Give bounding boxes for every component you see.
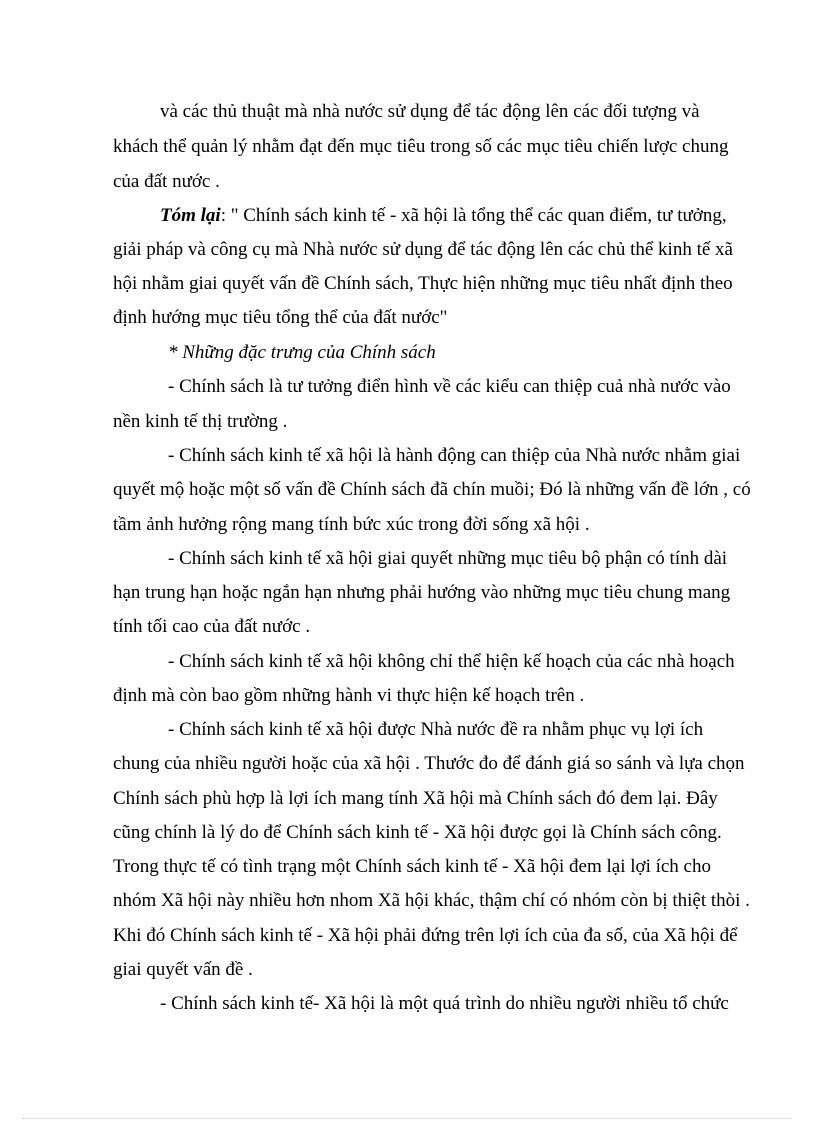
paragraph-line: Khi đó Chính sách kinh tế - Xã hội phải đứng trên lợi ích của đa số, của Xã hội để [113, 925, 738, 946]
page-bottom-rule [22, 1118, 792, 1119]
paragraph-line: nền kinh tế thị trường . [113, 411, 288, 432]
paragraph-line: chung của nhiều người hoặc của xã hội . Thước đo để đánh giá so sánh và lựa chọn [113, 753, 745, 774]
paragraph-line: định mà còn bao gồm những hành vi thực hiện kế hoạch trên . [113, 685, 585, 706]
paragraph-line: tầm ảnh hưởng rộng mang tính bức xúc trong đời sống xã hội . [113, 514, 590, 535]
paragraph-line: cũng chính là lý do để Chính sách kinh tế - Xã hội được gọi là Chính sách công. [113, 822, 722, 843]
summary-text: : " Chính sách kinh tế - xã hội là tổng thể các quan điểm, tư tưởng, [220, 205, 727, 226]
paragraph-line: của đất nước . [113, 171, 220, 192]
paragraph-line: và các thủ thuật mà nhà nước sử dụng để tác động lên các đối tượng và [160, 101, 700, 122]
bullet-line: - Chính sách kinh tế xã hội không chỉ thể hiện kế hoạch của các nhà hoạch [168, 651, 735, 672]
bullet-line: - Chính sách kinh tế xã hội giai quyết những mục tiêu bộ phận có tính dài [168, 548, 728, 569]
bullet-line: - Chính sách kinh tế xã hội là hành động can thiệp của Nhà nước nhằm giai [168, 445, 741, 466]
paragraph-line: định hướng mục tiêu tổng thể của đất nước" [113, 307, 448, 328]
summary-line [160, 204, 727, 228]
bullet-line: - Chính sách kinh tế xã hội được Nhà nước đề ra nhằm phục vụ lợi ích [168, 719, 704, 740]
paragraph-line: tính tối cao của đất nước . [113, 616, 311, 637]
section-heading: * Những đặc trưng của Chính sách [168, 342, 436, 363]
paragraph-line: giai quyết vấn đề . [113, 959, 253, 980]
summary-lead-in: Tóm lại [160, 205, 221, 226]
bullet-line: - Chính sách là tư tưởng điển hình về các kiểu can thiệp cuả nhà nước vào [168, 376, 731, 397]
paragraph-line: Trong thực tế có tình trạng một Chính sách kinh tế - Xã hội đem lại lợi ích cho [113, 856, 711, 877]
paragraph-line: hội nhằm giai quyết vấn đề Chính sách, Thực hiện những mục tiêu nhất định theo [113, 273, 733, 294]
bullet-line: - Chính sách kinh tế- Xã hội là một quá trình do nhiều người nhiều tổ chức [160, 993, 729, 1014]
paragraph-line: Chính sách phù hợp là lợi ích mang tính Xã hội mà Chính sách đó đem lại. Đây [113, 788, 718, 809]
paragraph-line: giải pháp và công cụ mà Nhà nước sử dụng để tác động lên các chủ thể kinh tế xã [113, 239, 733, 260]
paragraph-line: khách thể quản lý nhằm đạt đến mục tiêu trong số các mục tiêu chiến lược chung [113, 136, 729, 157]
paragraph-line: hạn trung hạn hoặc ngắn hạn nhưng phải hướng vào những mục tiêu chung mang [113, 582, 731, 603]
paragraph-line: nhóm Xã hội này nhiều hơn nhom Xã hội khác, thậm chí có nhóm còn bị thiệt thòi . [113, 890, 750, 911]
paragraph-line: quyết mộ hoặc một số vấn đề Chính sách đã chín muồi; Đó là những vấn đề lớn , có [113, 479, 751, 500]
